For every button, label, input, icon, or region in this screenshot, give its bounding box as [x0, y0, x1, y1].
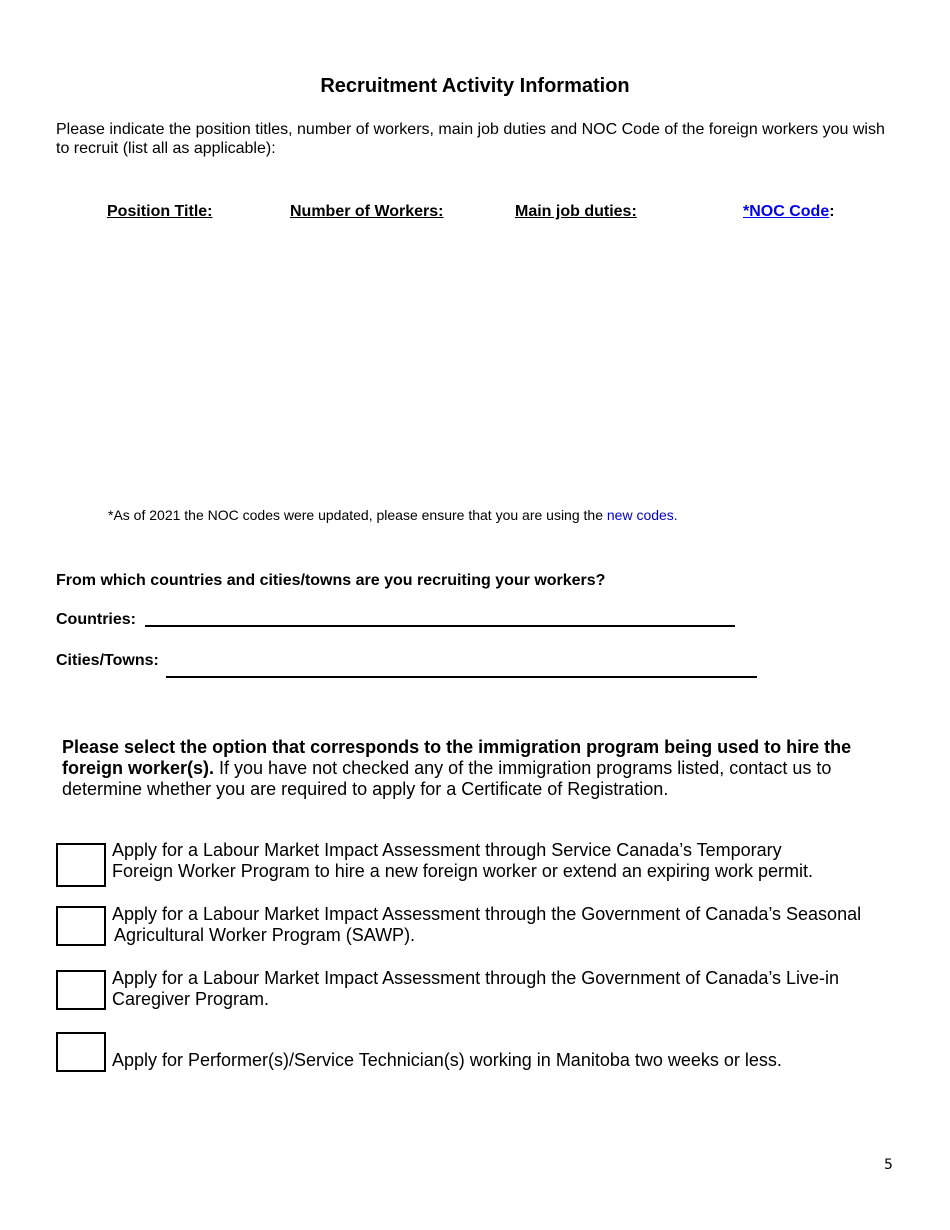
- option-text-tfwp-line1: Apply for a Labour Market Impact Assessment through Service Canada’s Temporary: [112, 840, 782, 860]
- noc-code-colon: :: [829, 203, 835, 220]
- option-checkbox-caregiver[interactable]: [56, 970, 106, 1010]
- recruiting-question: From which countries and cities/towns are you recruiting your workers?: [56, 572, 606, 589]
- option-text-performer: Apply for Performer(s)/Service Technician(s) working in Manitoba two weeks or less.: [112, 1050, 782, 1070]
- noc-code-header: [743, 203, 835, 221]
- page-title: Recruitment Activity Information: [320, 75, 630, 97]
- option-checkbox-sawp[interactable]: [56, 906, 106, 946]
- new-codes-link[interactable]: new codes.: [606, 507, 678, 523]
- option-text-sawp-line2: Agricultural Worker Program (SAWP).: [114, 925, 416, 945]
- cities-label: Cities/Towns:: [56, 652, 159, 669]
- page-number: 5: [884, 1157, 893, 1173]
- option-checkbox-performer[interactable]: [56, 1032, 106, 1072]
- option-text-sawp: [112, 904, 892, 946]
- main-job-duties-header: Main job duties:: [515, 203, 637, 220]
- option-text-tfwp-line2: Foreign Worker Program to hire a new foreign worker or extend an expiring work permit.: [112, 861, 813, 881]
- noc-note: [108, 507, 678, 523]
- number-of-workers-header: Number of Workers:: [290, 203, 444, 220]
- option-text-sawp-line1: Apply for a Labour Market Impact Assessment through the Government of Canada’s Seasonal: [112, 904, 862, 924]
- cities-field[interactable]: [166, 676, 757, 678]
- option-checkbox-tfwp[interactable]: [56, 843, 106, 887]
- countries-label: Countries:: [56, 611, 136, 628]
- program-select-bold: Please select the option that corresponds to the immigration program being used to hire the foreign worker(s).: [62, 737, 852, 778]
- noc-code-link[interactable]: *NOC Code: [743, 203, 830, 220]
- option-text-caregiver-line1: Apply for a Labour Market Impact Assessment through the Government of Canada’s Live-in: [112, 968, 840, 988]
- program-select-rest: If you have not checked any of the immigration programs listed, contact us to determine whether you are required to apply for a Certificate of Registration.: [62, 758, 832, 799]
- option-text-caregiver: [112, 968, 892, 1010]
- program-select-instructions: [62, 737, 892, 800]
- intro-text: Please indicate the position titles, number of workers, main job duties and NOC Code of the foreign workers you wish to recruit (list all as applicable):: [56, 121, 885, 157]
- option-text-caregiver-line2: Caregiver Program.: [112, 989, 270, 1009]
- position-title-header: Position Title:: [107, 203, 213, 220]
- noc-note-text: *As of 2021 the NOC codes were updated, please ensure that you are using the: [108, 507, 607, 523]
- option-text-tfwp: [112, 840, 892, 882]
- countries-field[interactable]: [145, 625, 735, 627]
